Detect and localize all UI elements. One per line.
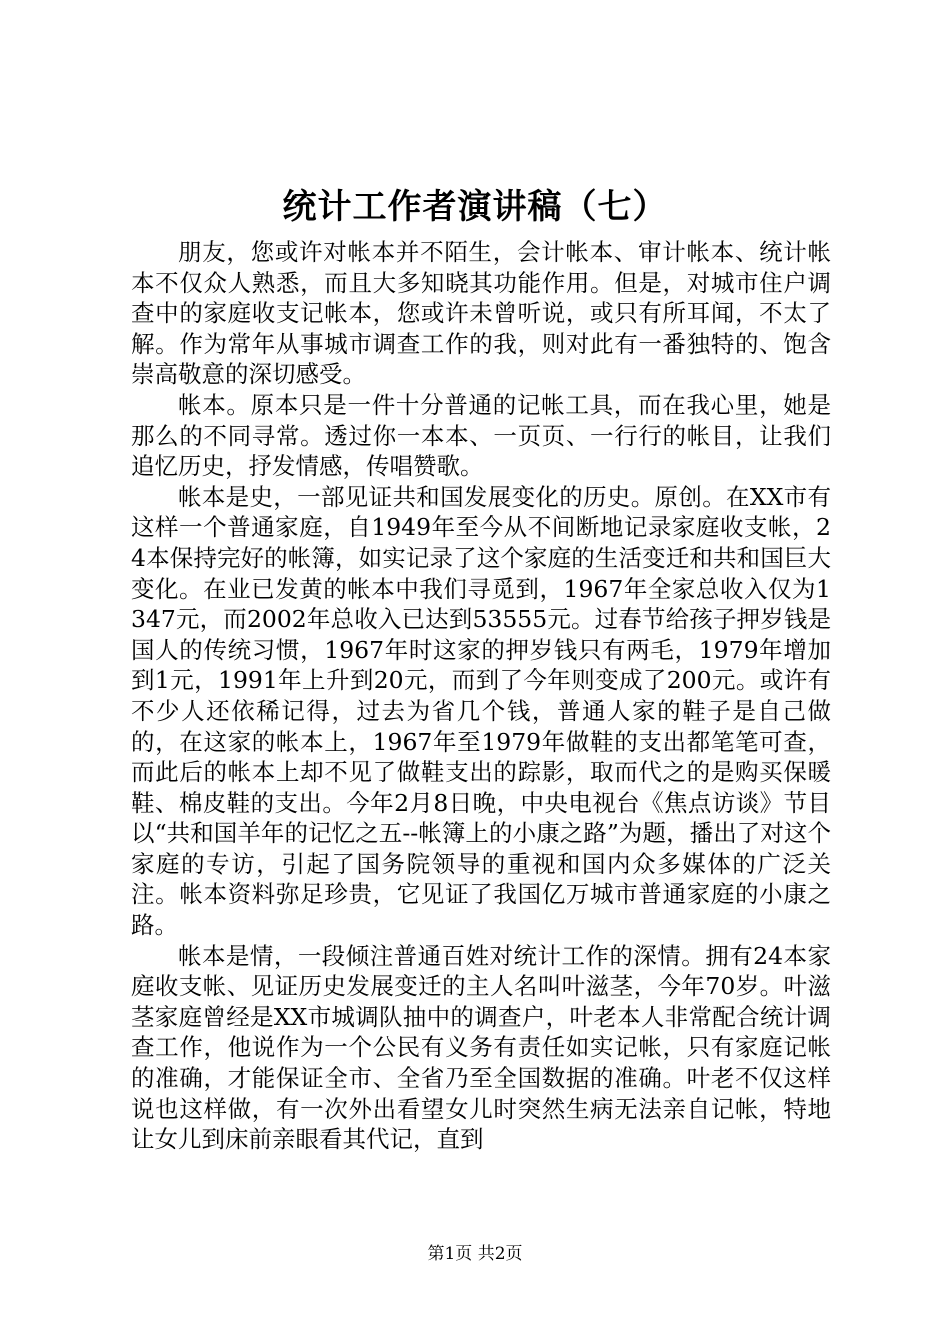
- page-number: 第1页 共2页: [427, 1244, 523, 1264]
- document-body: [131, 237, 831, 1155]
- document-title: 统计工作者演讲稿（七）: [282, 187, 668, 227]
- paragraph-intro: 朋友，您或许对帐本并不陌生，会计帐本、审计帐本、统计帐本不仅众人熟悉，而且大多知晓其功能作用。但是，对城市住户调查中的家庭收支记帐本，您或许未曾听说，或只有所耳闻，不太了解。作为常年从事城市调查工作的我，则对此有一番独特的、饱含崇高敬意的深切感受。: [131, 238, 831, 389]
- paragraph-history: 帐本是史，一部见证共和国发展变化的历史。原创。在XX市有这样一个普通家庭，自1949年至今从不间断地记录家庭收支帐，24本保持完好的帐簿，如实记录了这个家庭的生活变迁和共和国巨大变化。在业已发黄的帐本中我们寻觅到，1967年全家总收入仅为1347元，而2002年总收入已达到53555元。过春节给孩子押岁钱是国人的传统习惯，1967年时这家的押岁钱只有两毛，1979年增加到1元，1991年上升到20元，而到了今年则变成了200元。或许有不少人还依稀记得，过去为省几个钱，普通人家的鞋子是自己做的，在这家的帐本上，1967年至1979年做鞋的支出都笔笔可查，而此后的帐本上却不见了做鞋支出的踪影，取而代之的是购买保暖鞋、棉皮鞋的支出。今年2月8日晚，中央电视台《焦点访谈》节目以“共和国羊年的记忆之五--帐簿上的小康之路”为题，播出了对这个家庭的专访，引起了国务院领导的重视和国内众多媒体的广泛关注。帐本资料弥足珍贵，它见证了我国亿万城市普通家庭的小康之路。: [131, 482, 831, 940]
- paragraph-ledger: 帐本。原本只是一件十分普通的记帐工具，而在我心里，她是那么的不同寻常。透过你一本本、一页页、一行行的帐目，让我们追忆历史，抒发情感，传唱赞歌。: [131, 390, 831, 481]
- paragraph-sentiment: 帐本是情，一段倾注普通百姓对统计工作的深情。拥有24本家庭收支帐、见证历史发展变迁的主人名叫叶滋茎，今年70岁。叶滋茎家庭曾经是XX市城调队抽中的调查户，叶老本人非常配合统计调查工作，他说作为一个公民有义务有责任如实记帐，只有家庭记帐的准确，才能保证全市、全省乃至全国数据的准确。叶老不仅这样说也这样做，有一次外出看望女儿时突然生病无法亲自记帐，特地让女儿到床前亲眼看其代记，直到: [131, 941, 831, 1154]
